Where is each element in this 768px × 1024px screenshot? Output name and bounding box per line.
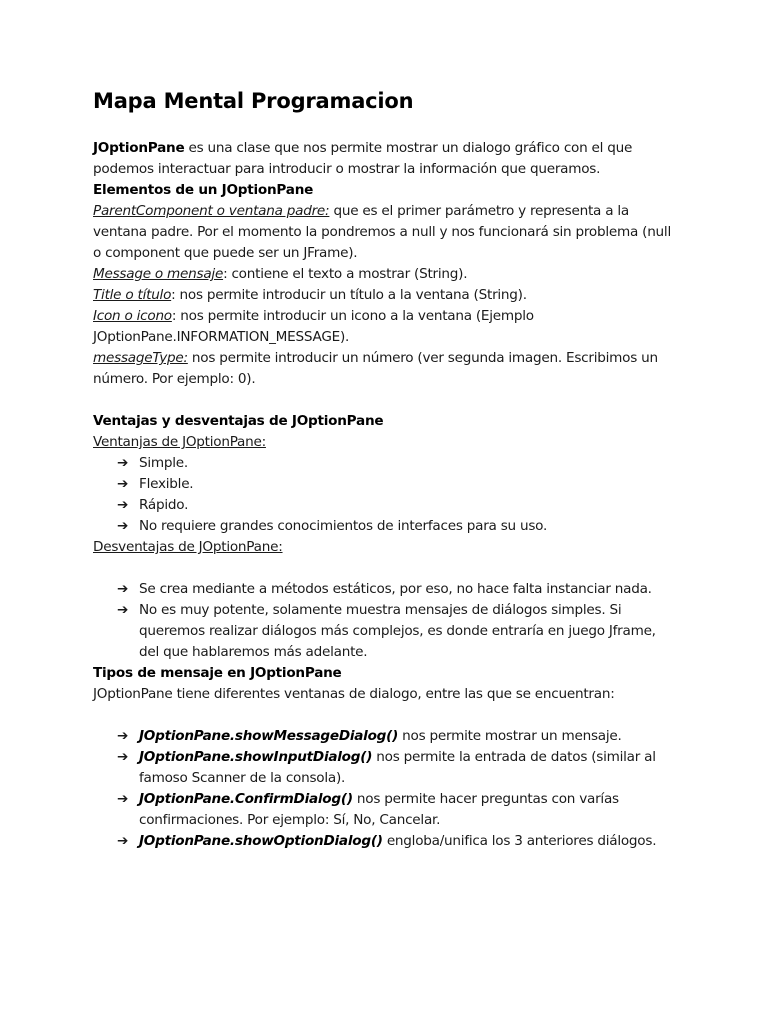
element-text: que es el primer parámetro y representa a la ventana padre. Por el momento la pondremos a null y nos funcionará sin problema (null o component que puede ser un JFrame). [93,203,671,261]
arrow-right-icon: ➔ [117,728,129,744]
list-item: ➔ JOptionPane.ConfirmDialog() nos permite hacer preguntas con varías confirmaciones. Por ejemplo: Sí, No, Cancelar. [117,791,619,828]
intro-text: es una clase que nos permite mostrar un dialogo gráfico con el que podemos interactuar para introducir o mostrar la información que queramos. [93,140,633,177]
method-name: JOptionPane.showMessageDialog() [139,728,399,744]
element-label: messageType: [93,350,188,366]
arrow-right-icon: ➔ [117,455,129,471]
element-message [93,264,678,285]
message-types-intro: JOptionPane tiene diferentes ventanas de dialogo, entre las que se encuentran: [93,686,615,702]
intro-term: JOptionPane [93,140,185,156]
element-label: Icon o icono [93,308,172,324]
element-message-type [93,348,678,390]
pros-list [93,453,678,537]
arrow-right-icon: ➔ [117,749,129,765]
element-text: : nos permite introducir un título a la ventana (String). [171,287,527,303]
pros-label: Ventanjas de JOptionPane: [93,434,266,450]
list-item: ➔ No es muy potente, solamente muestra mensajes de diálogos simples. Si queremos realizar diálogos más complejos, es donde entraría en juego Jframe, del que hablaremos más adelante. [117,602,656,660]
element-parent-component [93,201,678,264]
element-text: : nos permite introducir un icono a la ventana (Ejemplo JOptionPane.INFORMATION_MESSAGE). [93,308,534,345]
spacer [93,705,678,726]
method-name: JOptionPane.showOptionDialog() [139,833,383,849]
arrow-right-icon: ➔ [117,833,129,849]
list-item: ➔ Se crea mediante a métodos estáticos, por eso, no hace falta instanciar nada. [117,579,678,600]
element-title [93,285,678,306]
element-label: Message o mensaje [93,266,224,282]
list-item: ➔ Flexible. [117,474,678,495]
element-label: ParentComponent o ventana padre: [93,203,330,219]
arrow-right-icon: ➔ [117,476,129,492]
arrow-right-icon: ➔ [117,497,129,513]
method-name: JOptionPane.showInputDialog() [139,749,373,765]
element-text: : contiene el texto a mostrar (String). [223,266,468,282]
intro-paragraph [93,138,678,180]
list-item: ➔ JOptionPane.showMessageDialog() nos permite mostrar un mensaje. [117,726,678,747]
element-text: nos permite introducir un número (ver segunda imagen. Escribimos un número. Por ejemplo: 0). [93,350,658,387]
pros-cons-heading: Ventajas y desventajas de JOptionPane [93,413,384,429]
spacer [93,390,678,411]
list-item: ➔ Simple. [117,453,678,474]
message-types-heading: Tipos de mensaje en JOptionPane [93,665,342,681]
list-item: ➔ JOptionPane.showOptionDialog() engloba/unifica los 3 anteriores diálogos. [117,831,678,852]
document-title: Mapa Mental Programacion [93,89,414,113]
arrow-right-icon: ➔ [117,581,129,597]
arrow-right-icon: ➔ [117,518,129,534]
element-icon [93,306,678,348]
cons-label: Desventajas de JOptionPane: [93,539,283,555]
list-item: ➔ JOptionPane.showInputDialog() nos permite la entrada de datos (similar al famoso Scanner de la consola). [117,749,656,786]
element-label: Title o título [93,287,172,303]
message-types-list [93,726,678,852]
cons-list [93,579,678,663]
arrow-right-icon: ➔ [117,791,129,807]
spacer [93,558,678,579]
list-item: ➔ No requiere grandes conocimientos de interfaces para su uso. [117,516,678,537]
method-name: JOptionPane.ConfirmDialog() [139,791,353,807]
list-item: ➔ Rápido. [117,495,678,516]
arrow-right-icon: ➔ [117,602,129,618]
elements-heading: Elementos de un JOptionPane [93,182,314,198]
